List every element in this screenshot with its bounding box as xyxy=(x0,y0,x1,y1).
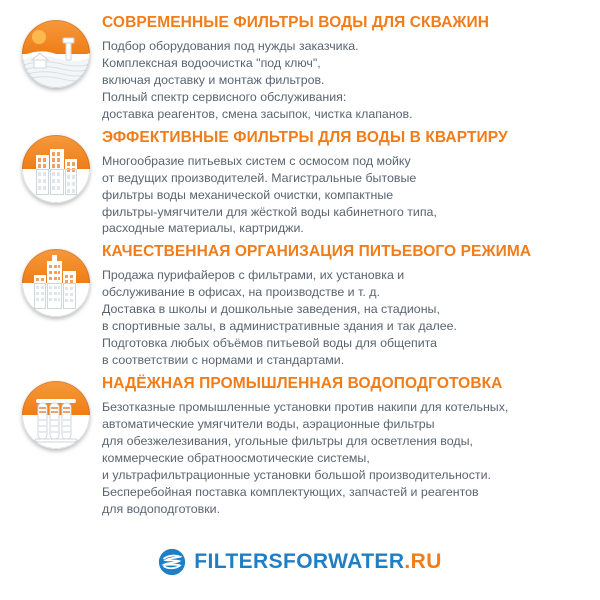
section-icon-container xyxy=(10,129,102,203)
body-line: автоматические умягчители воды, аэрационные фильтры xyxy=(102,416,435,431)
body-line: Продажа пурифайеров с фильтрами, их установка и xyxy=(102,268,405,283)
section-text-container xyxy=(102,129,590,238)
apartment-art xyxy=(22,135,90,203)
section-heading: НАДЁЖНАЯ ПРОМЫШЛЕННАЯ ВОДОПОДГОТОВКА xyxy=(102,375,503,393)
section-body xyxy=(102,38,582,123)
water-swirl-logo-icon xyxy=(158,548,186,576)
body-line: Многообразие питьевых систем с осмосом под мойку xyxy=(102,153,411,168)
body-line: фильтры-умягчители для жёсткой воды кабинетного типа, xyxy=(102,204,437,219)
body-line: обслуживание в офисах, на производстве и т. д. xyxy=(102,285,380,300)
filter-bank-art xyxy=(22,381,90,449)
section-body xyxy=(102,267,582,369)
section-heading: КАЧЕСТВЕННАЯ ОРГАНИЗАЦИЯ ПИТЬЕВОГО РЕЖИМА xyxy=(102,243,532,261)
body-line: Подбор оборудования под нужды заказчика. xyxy=(102,38,359,53)
section-block xyxy=(10,14,590,123)
brand-name: FILTERSFORWATER xyxy=(194,550,405,573)
section-icon-container xyxy=(10,375,102,449)
section-heading: ЭФФЕКТИВНЫЕ ФИЛЬТРЫ ДЛЯ ВОДЫ В КВАРТИРУ xyxy=(102,128,508,146)
brand-wordmark xyxy=(194,550,442,574)
section-icon-container xyxy=(10,243,102,317)
footer-logo[interactable] xyxy=(0,548,600,576)
body-line: включая доставку и монтаж фильтров. xyxy=(102,72,325,87)
section-text-container xyxy=(102,243,590,369)
body-line: Доставка в школы и дошкольные заведения, на стадионы, xyxy=(102,302,440,317)
industrial-filter-bank-icon xyxy=(22,381,90,449)
section-text-container xyxy=(102,375,590,518)
body-line: коммерческие обратноосмотические системы, xyxy=(102,450,370,465)
body-line: Подготовка любых объёмов питьевой воды для общепита xyxy=(102,336,438,351)
body-line: Безотказные промышленные установки против накипи для котельных, xyxy=(102,400,509,414)
section-body xyxy=(102,399,582,518)
brand-tld: .RU xyxy=(404,550,442,573)
section-heading: СОВРЕМЕННЫЕ ФИЛЬТРЫ ВОДЫ ДЛЯ СКВАЖИН xyxy=(102,14,490,31)
body-line: и ультрафильтрационные установки большой производительности. xyxy=(102,467,491,482)
section-body xyxy=(102,153,582,238)
body-line: Комплексная водоочистка "под ключ", xyxy=(102,55,321,70)
body-line: Бесперебойная поставка комплектующих, запчастей и реагентов xyxy=(102,484,479,499)
body-line: от ведущих производителей. Магистральные бытовые xyxy=(102,170,417,185)
body-line: расходные материалы, картриджи. xyxy=(102,221,304,236)
body-line: в спортивные залы, в административные здания и так далее. xyxy=(102,319,457,334)
body-line: фильтры воды механической очистки, компактные xyxy=(102,187,394,202)
well-field-art xyxy=(22,20,90,88)
body-line: для водоподготовки. xyxy=(102,501,221,516)
section-block xyxy=(10,243,590,369)
office-towers-icon xyxy=(22,249,90,317)
body-line: для обезжелезивания, угольные фильтры для осветления воды, xyxy=(102,433,473,448)
body-line: доставка реагентов, смена засыпок, чистка клапанов. xyxy=(102,106,413,121)
section-block xyxy=(10,375,590,518)
apartment-building-icon xyxy=(22,135,90,203)
section-icon-container xyxy=(10,14,102,88)
water-well-field-icon xyxy=(22,20,90,88)
body-line: Полный спектр сервисного обслуживания: xyxy=(102,89,347,104)
section-block xyxy=(10,129,590,238)
body-line: в соответствии с нормами и стандартами. xyxy=(102,353,345,368)
section-text-container xyxy=(102,14,590,123)
office-towers-art xyxy=(22,249,90,317)
